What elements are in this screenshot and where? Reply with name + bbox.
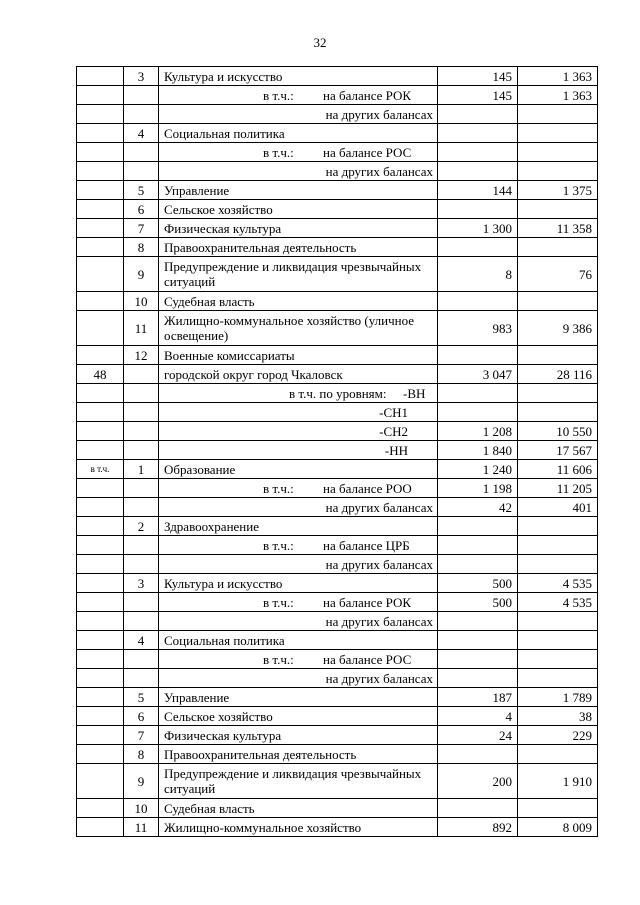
item-number-cell (124, 593, 159, 612)
value-cell-2 (518, 105, 598, 124)
value-cell-2 (518, 403, 598, 422)
item-name: на других балансах (325, 670, 433, 686)
value-cell-1 (438, 105, 518, 124)
value-cell-2 (518, 124, 598, 143)
item-name-cell (159, 124, 438, 143)
item-name: на балансе РОК (323, 594, 412, 610)
item-name-cell (159, 799, 438, 818)
region-number-cell (77, 67, 124, 86)
value-cell-1 (438, 555, 518, 574)
subitem-prefix: в т.ч. по уровням: (289, 385, 387, 401)
table-row (77, 612, 598, 631)
value-cell-2: 11 358 (518, 219, 598, 238)
item-number-cell: 5 (124, 181, 159, 200)
table-body (77, 67, 598, 837)
value-cell-2 (518, 517, 598, 536)
item-name: Культура и искусство (164, 68, 283, 84)
item-name: на балансе РОК (323, 87, 412, 103)
item-name-cell (159, 384, 438, 403)
region-number-cell (77, 143, 124, 162)
value-cell-2: 1 910 (518, 764, 598, 799)
value-cell-2 (518, 650, 598, 669)
item-name: Судебная власть (164, 293, 255, 309)
data-table (76, 66, 598, 837)
region-number-cell (77, 536, 124, 555)
value-cell-1: 1 840 (438, 441, 518, 460)
item-name-cell (159, 365, 438, 384)
item-name: -СН1 (379, 404, 408, 420)
region-number-cell (77, 745, 124, 764)
table-row (77, 365, 598, 384)
value-cell-1: 200 (438, 764, 518, 799)
value-cell-2: 11 205 (518, 479, 598, 498)
item-name: на балансе РОО (323, 480, 412, 496)
item-number-cell: 8 (124, 238, 159, 257)
item-name: Предупреждение и ликвидация чрезвычайных ситуаций (164, 259, 422, 289)
item-number-cell (124, 162, 159, 181)
region-number-cell (77, 593, 124, 612)
value-cell-1 (438, 745, 518, 764)
subitem-prefix: в т.ч.: (263, 480, 294, 496)
table-row (77, 384, 598, 403)
region-number-cell (77, 574, 124, 593)
item-name: на балансе ЦРБ (323, 537, 410, 553)
item-number-cell: 3 (124, 67, 159, 86)
item-name-cell (159, 238, 438, 257)
item-number-cell: 11 (124, 818, 159, 837)
region-number-cell (77, 403, 124, 422)
item-name-cell (159, 460, 438, 479)
item-name: Образование (164, 461, 236, 477)
region-number-cell: 48 (77, 365, 124, 384)
table-row (77, 86, 598, 105)
value-cell-1: 1 198 (438, 479, 518, 498)
value-cell-2: 8 009 (518, 818, 598, 837)
region-number-cell (77, 555, 124, 574)
item-number-cell (124, 143, 159, 162)
item-name: Судебная власть (164, 800, 255, 816)
item-number-cell: 3 (124, 574, 159, 593)
region-number-cell (77, 650, 124, 669)
value-cell-2 (518, 669, 598, 688)
value-cell-1 (438, 612, 518, 631)
item-number-cell (124, 403, 159, 422)
value-cell-2: 401 (518, 498, 598, 517)
table-row (77, 479, 598, 498)
item-name-cell (159, 105, 438, 124)
value-cell-1 (438, 162, 518, 181)
item-name: Культура и искусство (164, 575, 283, 591)
region-number-cell (77, 105, 124, 124)
value-cell-2 (518, 745, 598, 764)
table-row (77, 555, 598, 574)
region-number-cell (77, 707, 124, 726)
item-name: Физическая культура (164, 220, 282, 236)
item-name-cell (159, 143, 438, 162)
region-number-cell (77, 292, 124, 311)
item-number-cell: 10 (124, 799, 159, 818)
item-name-cell (159, 764, 438, 799)
item-name: на балансе РОС (323, 144, 412, 160)
value-cell-1: 1 240 (438, 460, 518, 479)
item-name-cell (159, 257, 438, 292)
value-cell-2 (518, 536, 598, 555)
item-name: Сельское хозяйство (164, 201, 273, 217)
region-number-cell (77, 799, 124, 818)
item-name-cell (159, 311, 438, 346)
item-name: Социальная политика (164, 632, 285, 648)
table-row (77, 200, 598, 219)
item-name-cell (159, 67, 438, 86)
table-row (77, 460, 598, 479)
table-row (77, 124, 598, 143)
value-cell-2: 11 606 (518, 460, 598, 479)
item-name-cell (159, 536, 438, 555)
value-cell-2: 4 535 (518, 593, 598, 612)
item-name-cell (159, 650, 438, 669)
value-cell-2: 1 789 (518, 688, 598, 707)
item-number-cell (124, 536, 159, 555)
value-cell-2: 229 (518, 726, 598, 745)
item-number-cell: 2 (124, 517, 159, 536)
region-number-cell (77, 200, 124, 219)
item-name-cell (159, 422, 438, 441)
value-cell-1 (438, 517, 518, 536)
table-row (77, 818, 598, 837)
table-row (77, 593, 598, 612)
item-name-cell (159, 574, 438, 593)
region-number-cell (77, 346, 124, 365)
value-cell-2 (518, 200, 598, 219)
table-row (77, 517, 598, 536)
item-name: Правоохранительная деятельность (164, 239, 357, 255)
region-number-cell (77, 181, 124, 200)
value-cell-1 (438, 238, 518, 257)
region-number-cell (77, 384, 124, 403)
subitem-prefix: в т.ч.: (263, 537, 294, 553)
item-number-cell: 9 (124, 764, 159, 799)
item-number-cell: 6 (124, 707, 159, 726)
item-number-cell: 9 (124, 257, 159, 292)
item-name-cell (159, 346, 438, 365)
value-cell-1: 983 (438, 311, 518, 346)
item-name: Сельское хозяйство (164, 708, 273, 724)
item-number-cell: 8 (124, 745, 159, 764)
item-number-cell: 4 (124, 124, 159, 143)
table-row (77, 574, 598, 593)
item-name-cell (159, 162, 438, 181)
value-cell-2: 1 375 (518, 181, 598, 200)
table-row (77, 764, 598, 799)
item-name-cell (159, 669, 438, 688)
value-cell-2: 28 116 (518, 365, 598, 384)
table-row (77, 219, 598, 238)
table-row (77, 403, 598, 422)
item-number-cell (124, 612, 159, 631)
value-cell-1: 4 (438, 707, 518, 726)
region-number-cell (77, 631, 124, 650)
item-number-cell: 10 (124, 292, 159, 311)
page-number: 32 (313, 35, 327, 50)
table-row (77, 498, 598, 517)
table-row (77, 745, 598, 764)
item-name: Военные комиссариаты (164, 347, 295, 363)
region-number-cell (77, 422, 124, 441)
item-name-cell (159, 555, 438, 574)
value-cell-1: 1 208 (438, 422, 518, 441)
table-row (77, 311, 598, 346)
region-number-cell (77, 818, 124, 837)
item-name: Управление (164, 689, 230, 705)
region-number-cell (77, 688, 124, 707)
value-cell-2: 1 363 (518, 67, 598, 86)
item-name: Правоохранительная деятельность (164, 746, 357, 762)
item-name: Физическая культура (164, 727, 282, 743)
value-cell-2 (518, 555, 598, 574)
item-name-cell (159, 818, 438, 837)
value-cell-1: 500 (438, 574, 518, 593)
value-cell-2 (518, 143, 598, 162)
value-cell-2 (518, 292, 598, 311)
item-name: на других балансах (325, 556, 433, 572)
value-cell-2 (518, 384, 598, 403)
region-number-cell (77, 219, 124, 238)
region-number-cell (77, 162, 124, 181)
item-number-cell (124, 86, 159, 105)
item-name: Социальная политика (164, 125, 285, 141)
item-number-cell: 7 (124, 726, 159, 745)
region-number-cell (77, 238, 124, 257)
item-number-cell (124, 365, 159, 384)
value-cell-2: 17 567 (518, 441, 598, 460)
item-name-cell (159, 631, 438, 650)
table-row (77, 346, 598, 365)
value-cell-1 (438, 143, 518, 162)
item-name-cell (159, 86, 438, 105)
table-row (77, 181, 598, 200)
value-cell-2 (518, 162, 598, 181)
item-name: -НН (384, 442, 408, 458)
table-row (77, 799, 598, 818)
item-name: на балансе РОС (323, 651, 412, 667)
item-name-cell (159, 745, 438, 764)
region-number-cell (77, 517, 124, 536)
table-row (77, 669, 598, 688)
item-name-cell (159, 181, 438, 200)
subitem-prefix: в т.ч.: (263, 144, 294, 160)
item-number-cell (124, 650, 159, 669)
item-number-cell (124, 479, 159, 498)
value-cell-1: 42 (438, 498, 518, 517)
region-number-cell (77, 124, 124, 143)
item-number-cell: 4 (124, 631, 159, 650)
table-row (77, 143, 598, 162)
item-name-cell (159, 200, 438, 219)
value-cell-2: 9 386 (518, 311, 598, 346)
value-cell-1: 187 (438, 688, 518, 707)
item-name-cell (159, 612, 438, 631)
item-name: Управление (164, 182, 230, 198)
item-name: на других балансах (325, 106, 433, 122)
item-name-cell (159, 593, 438, 612)
item-name-cell (159, 688, 438, 707)
value-cell-2 (518, 799, 598, 818)
item-number-cell: 1 (124, 460, 159, 479)
item-number-cell (124, 422, 159, 441)
table-row (77, 162, 598, 181)
item-name: Здравоохранение (164, 518, 259, 534)
value-cell-2 (518, 346, 598, 365)
table-row (77, 257, 598, 292)
value-cell-2 (518, 238, 598, 257)
item-number-cell: 11 (124, 311, 159, 346)
region-number-cell (77, 498, 124, 517)
item-name-cell (159, 498, 438, 517)
region-number-cell (77, 441, 124, 460)
value-cell-1: 3 047 (438, 365, 518, 384)
value-cell-1 (438, 292, 518, 311)
value-cell-1: 145 (438, 86, 518, 105)
region-number-cell (77, 669, 124, 688)
value-cell-2: 4 535 (518, 574, 598, 593)
value-cell-1 (438, 650, 518, 669)
item-name: Жилищно-коммунальное хозяйство (уличное освещение) (164, 313, 415, 343)
region-number-cell (77, 726, 124, 745)
region-number-cell (77, 311, 124, 346)
table-row (77, 688, 598, 707)
item-name: -ВН (403, 385, 426, 401)
value-cell-1 (438, 124, 518, 143)
region-number-cell (77, 257, 124, 292)
item-name-cell (159, 219, 438, 238)
region-number-cell: в т.ч. (77, 460, 124, 479)
value-cell-2 (518, 612, 598, 631)
region-number-cell (77, 764, 124, 799)
item-number-cell (124, 384, 159, 403)
item-name-cell (159, 292, 438, 311)
item-name-cell (159, 517, 438, 536)
item-name-cell (159, 441, 438, 460)
item-name-cell (159, 707, 438, 726)
item-number-cell (124, 669, 159, 688)
region-number-cell (77, 86, 124, 105)
item-number-cell: 7 (124, 219, 159, 238)
item-number-cell (124, 105, 159, 124)
table-row (77, 67, 598, 86)
item-name: городской округ город Чкаловск (164, 366, 343, 382)
value-cell-2: 10 550 (518, 422, 598, 441)
table-row (77, 292, 598, 311)
item-name-cell (159, 479, 438, 498)
item-number-cell: 6 (124, 200, 159, 219)
value-cell-2 (518, 631, 598, 650)
item-name: Жилищно-коммунальное хозяйство (164, 819, 362, 835)
value-cell-1: 145 (438, 67, 518, 86)
subitem-prefix: в т.ч.: (263, 87, 294, 103)
table-row (77, 631, 598, 650)
value-cell-1: 8 (438, 257, 518, 292)
subitem-prefix: в т.ч.: (263, 651, 294, 667)
item-number-cell: 5 (124, 688, 159, 707)
item-name-cell (159, 403, 438, 422)
item-number-cell (124, 498, 159, 517)
value-cell-1: 1 300 (438, 219, 518, 238)
value-cell-1: 144 (438, 181, 518, 200)
value-cell-2: 38 (518, 707, 598, 726)
value-cell-1 (438, 669, 518, 688)
value-cell-2: 76 (518, 257, 598, 292)
value-cell-1 (438, 403, 518, 422)
table-row (77, 726, 598, 745)
value-cell-1: 24 (438, 726, 518, 745)
item-name: Предупреждение и ликвидация чрезвычайных ситуаций (164, 766, 422, 796)
item-name-cell (159, 726, 438, 745)
region-number-cell (77, 612, 124, 631)
value-cell-1 (438, 346, 518, 365)
value-cell-1 (438, 799, 518, 818)
region-number-cell (77, 479, 124, 498)
value-cell-1 (438, 536, 518, 555)
item-number-cell: 12 (124, 346, 159, 365)
value-cell-1 (438, 200, 518, 219)
table-row (77, 105, 598, 124)
value-cell-1: 892 (438, 818, 518, 837)
table-row (77, 441, 598, 460)
value-cell-1 (438, 631, 518, 650)
item-number-cell (124, 555, 159, 574)
table-row (77, 536, 598, 555)
item-name: на других балансах (325, 163, 433, 179)
item-name: -СН2 (379, 423, 408, 439)
item-name: на других балансах (325, 499, 433, 515)
value-cell-1 (438, 384, 518, 403)
value-cell-2: 1 363 (518, 86, 598, 105)
item-number-cell (124, 441, 159, 460)
subitem-prefix: в т.ч.: (263, 594, 294, 610)
table-row (77, 650, 598, 669)
table-row (77, 238, 598, 257)
item-name: на других балансах (325, 613, 433, 629)
value-cell-1: 500 (438, 593, 518, 612)
table-row (77, 707, 598, 726)
table-row (77, 422, 598, 441)
